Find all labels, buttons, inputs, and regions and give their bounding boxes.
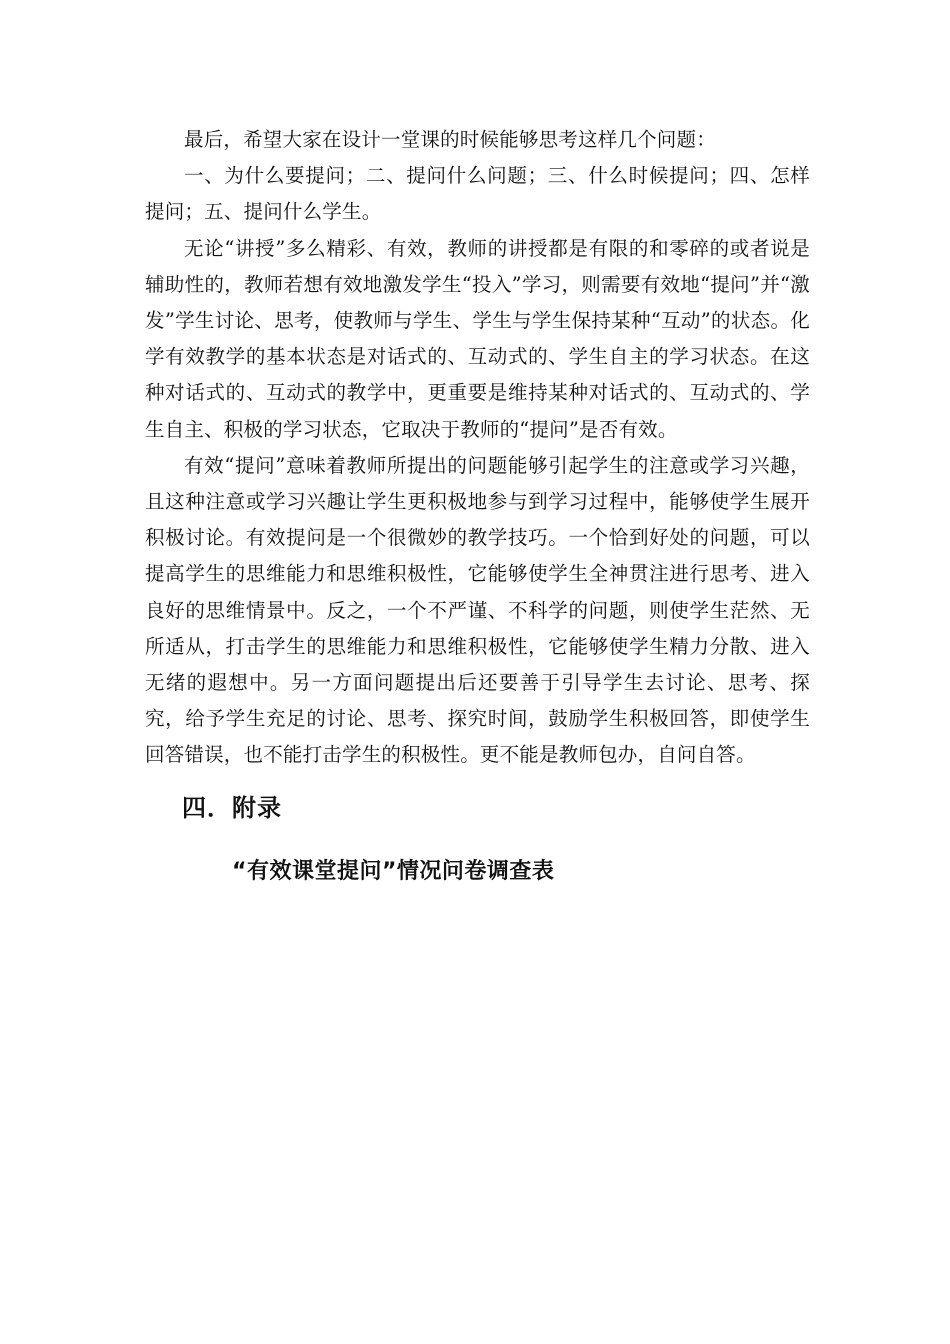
paragraph-lecture-vs-questioning: 无论“讲授”多么精彩、有效，教师的讲授都是有限的和零碎的或者说是辅助性的，教师若想有效地激发学生“投入”学习，则需要有效地“提问”并“激发”学生讨论、思考，使教师与学生、学生与学生保持某种“互动”的状态。化学有效教学的基本状态是对话式的、互动式的、学生自主的学习状态。在这种对话式的、互动式的教学中，更重要是维持某种对话式的、互动式的、学生自主、积极的学习状态，它取决于教师的“提问”是否有效。 <box>145 236 810 441</box>
survey-title: “有效课堂提问”情况问卷调查表 <box>232 859 555 884</box>
paragraph-closing-intro: 最后，希望大家在设计一堂课的时候能够思考这样几个问题： <box>184 128 716 151</box>
paragraph-question-list: 一、为什么要提问；二、提问什么问题；三、什么时候提问；四、怎样提问；五、提问什么学生。 <box>145 164 810 224</box>
section-heading-appendix: 四．附录 <box>182 794 282 822</box>
paragraph-effective-questioning: 有效“提问”意味着教师所提出的问题能够引起学生的注意或学习兴趣，且这种注意或学习兴趣让学生更积极地参与到学习过程中，能够使学生展开积极讨论。有效提问是一个很微妙的教学技巧。一个恰到好处的问题，可以提高学生的思维能力和思维积极性，它能够使学生全神贯注进行思考、进入良好的思维情景中。反之，一个不严谨、不科学的问题，则使学生茫然、无所适从，打击学生的思维能力和思维积极性，它能够使学生精力分散、进入无绪的遐想中。另一方面问题提出后还要善于引导学生去讨论、思考、探究，给予学生充足的讨论、思考、探究时间，鼓励学生积极回答，即使学生回答错误，也不能打击学生的积极性。更不能是教师包办，自问自答。 <box>145 453 810 767</box>
body-text <box>145 122 810 774</box>
